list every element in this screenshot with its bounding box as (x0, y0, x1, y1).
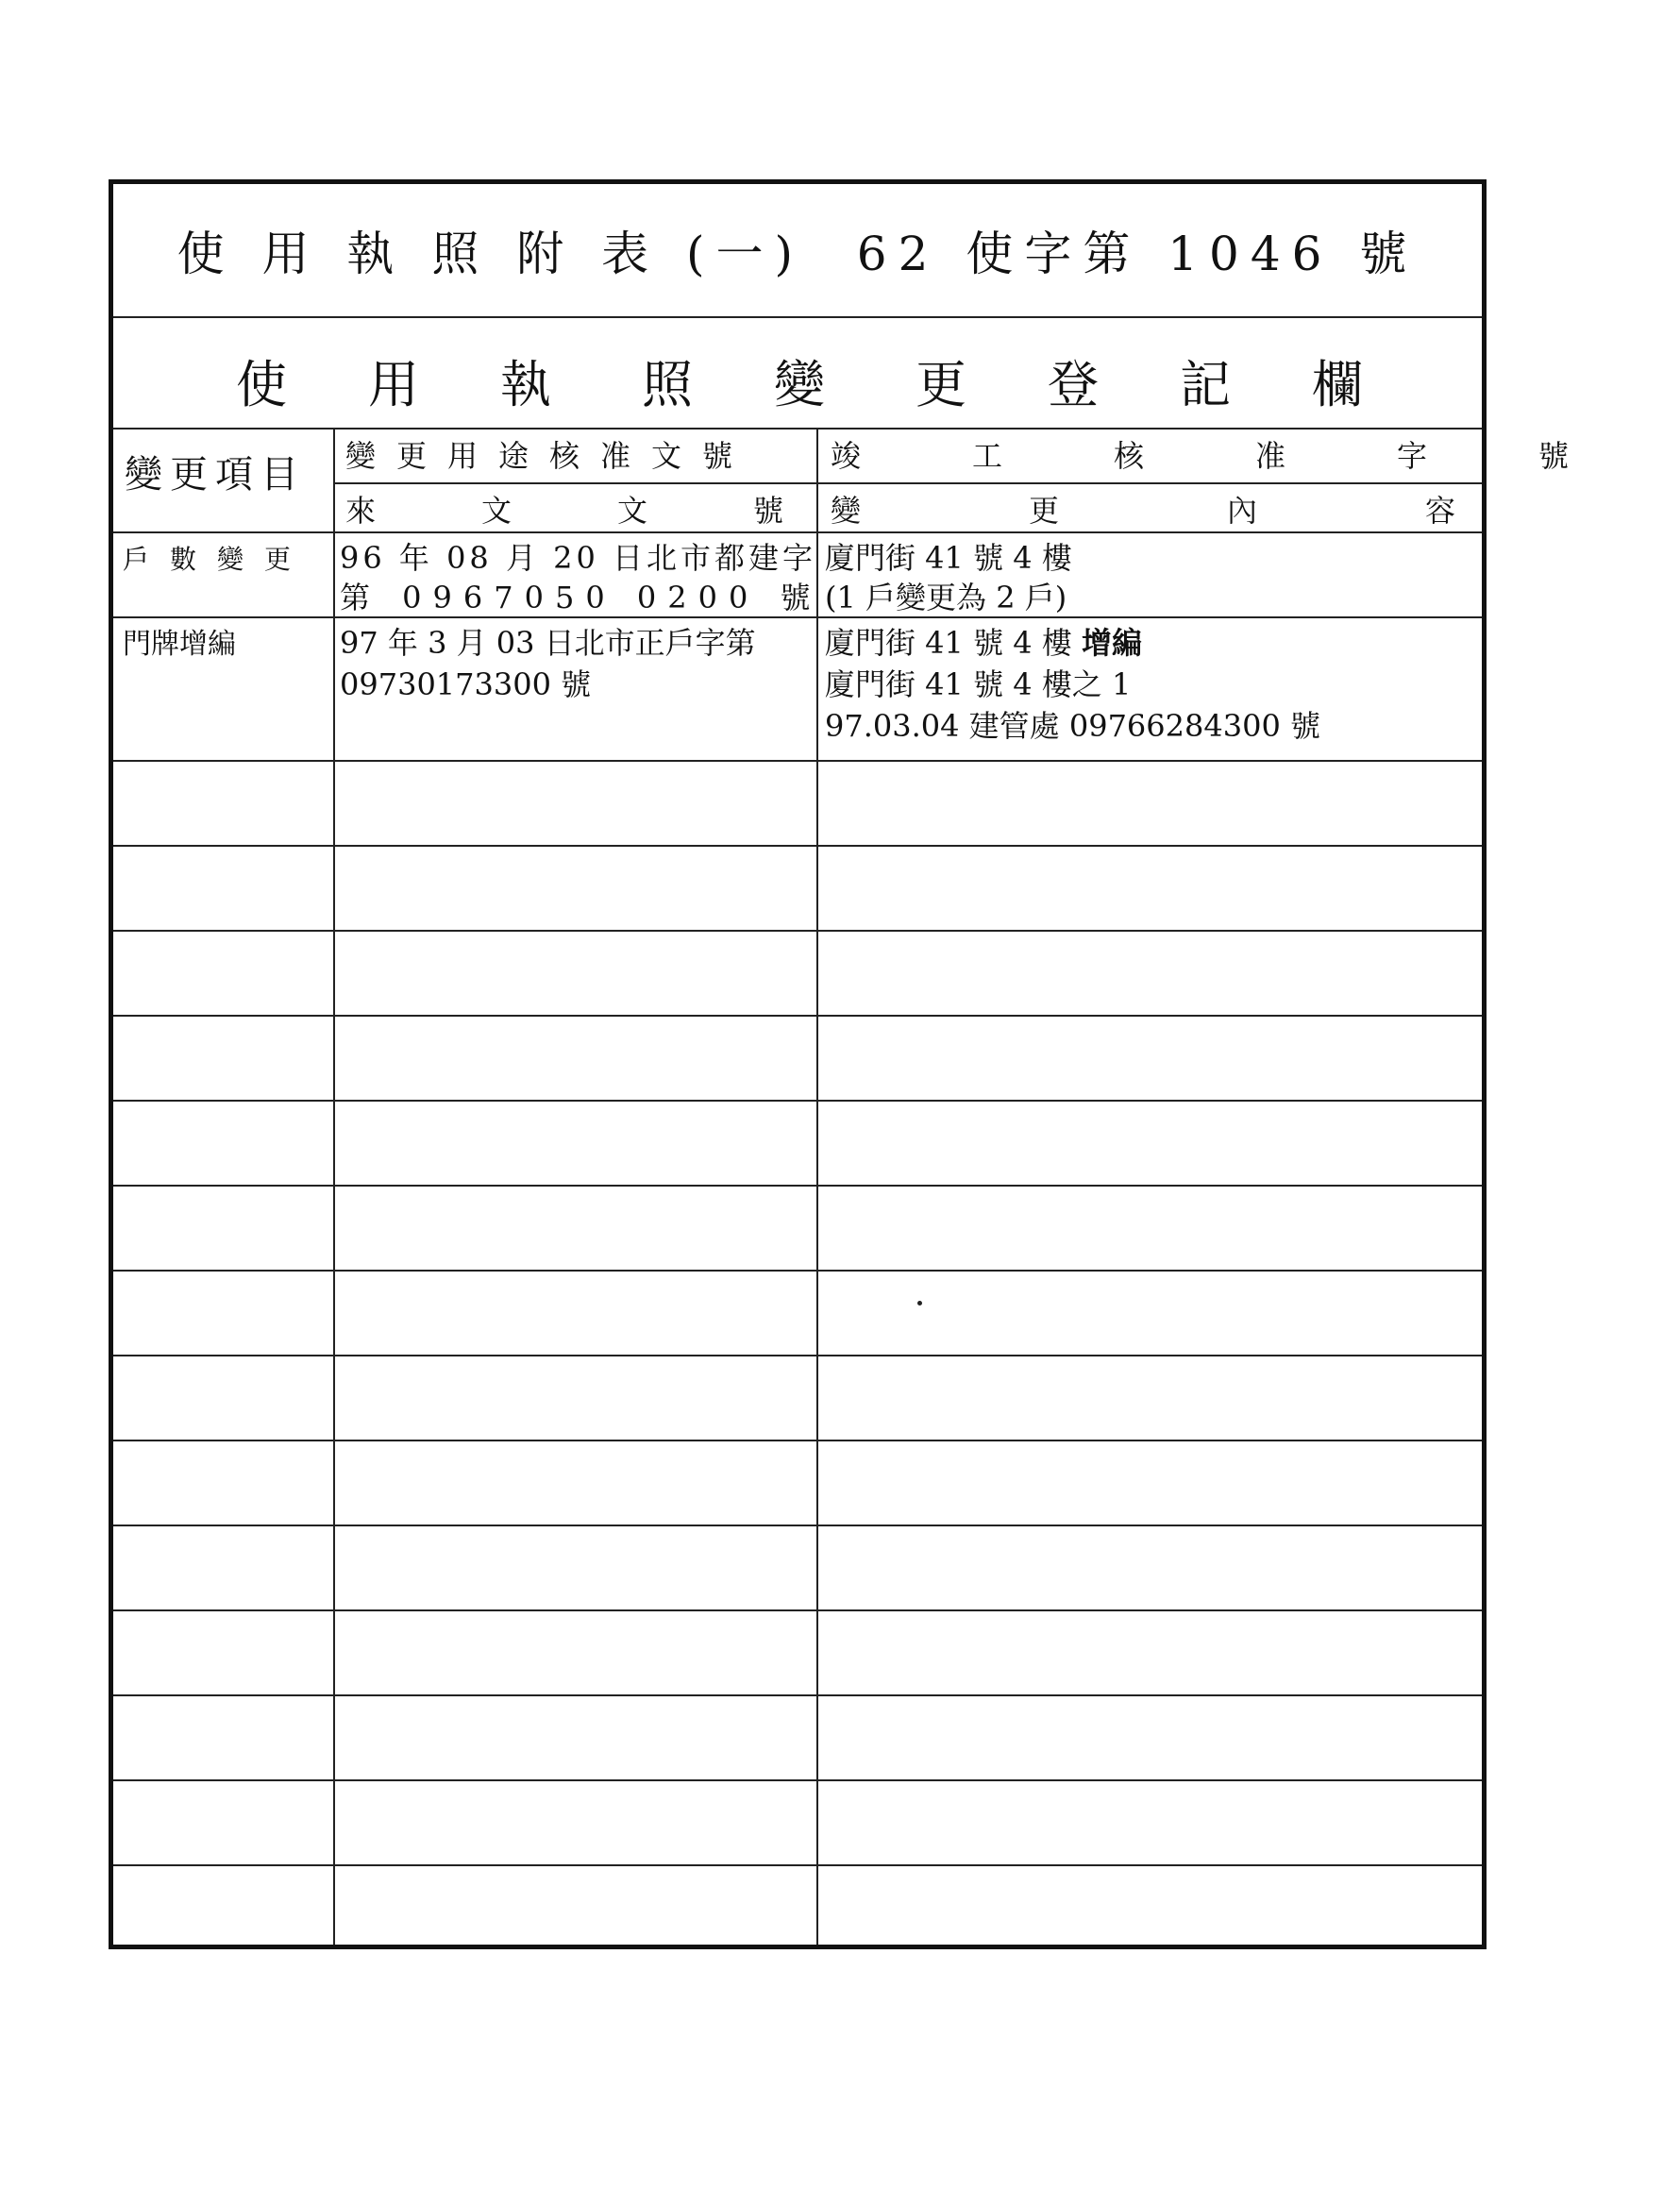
header-change-content: 變更內容 (831, 493, 1624, 529)
header-incoming-doc: 來文文號 (345, 493, 890, 529)
row2-item: 門牌增編 (123, 628, 236, 661)
row2-content-line1 (825, 622, 1142, 664)
subtitle-char: 變 (774, 355, 825, 414)
subtitle-char: 記 (1180, 355, 1231, 414)
header-split (333, 482, 1482, 484)
row2-content-addnum-label: 增編 (1081, 625, 1142, 661)
subtitle-char: 登 (1048, 355, 1099, 414)
scan-speck (917, 1301, 922, 1306)
row2-doc-line1: 97 年 3 月 03 日北市正戶字第 (340, 625, 756, 661)
row-divider (113, 1694, 1482, 1696)
row-divider (113, 531, 1482, 533)
row-divider (113, 1355, 1482, 1356)
row1-content-line2: (1 戶變更為 2 戶) (825, 580, 1067, 615)
row-divider (113, 1015, 1482, 1017)
subtitle-char: 使 (236, 355, 287, 414)
row-divider (113, 1100, 1482, 1102)
row-divider (113, 1185, 1482, 1187)
row-divider (113, 1864, 1482, 1866)
license-sheet (109, 179, 1680, 1949)
header-approval-doc: 變更用途核准文號 (345, 438, 754, 474)
page-title (113, 184, 1482, 318)
row-divider (113, 1525, 1482, 1526)
row-divider (113, 1270, 1482, 1272)
title-text: 使 用 執 照 附 表 (一) 62 使字第 1046 號 (176, 227, 1419, 281)
subtitle-char: 用 (368, 355, 419, 414)
row1-content-line1: 廈門街 41 號 4 樓 (825, 540, 1072, 576)
header-change-item: 變更項目 (125, 453, 306, 497)
row2-content-line3: 97.03.04 建管處 09766284300 號 (825, 708, 1320, 744)
row-divider (113, 845, 1482, 847)
subtitle-char: 執 (500, 355, 551, 414)
row-divider (113, 930, 1482, 932)
header-completion-doc: 竣工核准字號 (831, 438, 1680, 474)
row1-doc-line2: 第 0967050 0200 號 (340, 580, 822, 615)
subtitle-char: 欄 (1312, 355, 1363, 414)
row2-doc-line2: 09730173300 號 (340, 666, 592, 702)
change-register-table (113, 428, 1680, 1945)
row2-content-line2: 廈門街 41 號 4 樓之 1 (825, 666, 1132, 702)
row-divider (113, 1779, 1482, 1781)
row-divider (113, 760, 1482, 762)
subtitle-char: 照 (642, 355, 693, 414)
row1-doc-line1: 96 年 08 月 20 日北市都建字 (340, 540, 817, 576)
subtitle-row (113, 316, 1482, 430)
row-divider (113, 1609, 1482, 1611)
subtitle-char: 更 (916, 355, 966, 414)
row1-item: 戶數變更 (123, 544, 312, 575)
row-divider (113, 1440, 1482, 1441)
row2-content-address: 廈門街 41 號 4 樓 (825, 625, 1072, 661)
